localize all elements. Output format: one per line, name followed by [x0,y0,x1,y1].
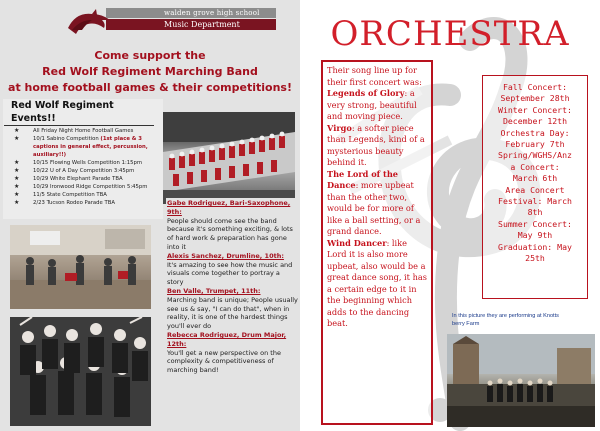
event-item: ★ All Friday Night Home Football Games [14,127,134,134]
school-name: walden grove high school [106,8,276,18]
orchestra-knotts-photo [447,334,595,427]
event-item: ★ 11/5 State Competition TBA [14,191,107,198]
date-line: 8th [527,207,543,218]
quote-block [167,252,298,287]
quote-author: Alexis Sanchez, Drumline, 10th: [167,251,284,260]
star-icon: ★ [14,127,20,134]
date-line: Fall Concert: [502,82,568,92]
quote-author: Gabe Rodriguez, Bari-Saxophone, 9th: [167,199,291,216]
band-bleachers-illustration [163,112,295,204]
event-item: ★ 10/15 Flowing Wells Competition 1:15pm [14,159,143,166]
date-line: September 28th [500,93,570,104]
star-icon: ★ [14,167,20,174]
song-name: Legends of Glory [327,88,405,98]
headline-band-name: Red Wolf Regiment Marching Band [42,65,258,78]
quote-block [167,199,298,252]
event-item: ★ 10/29 Ironwood Ridge Competition 5:45pm [14,183,148,190]
star-icon: ★ [14,159,20,166]
concert-songs-box [321,60,433,425]
headline-home-games: at home football games & their competitions! [8,81,292,94]
star-icon: ★ [14,183,20,190]
date-line: March 6th [512,173,558,184]
school-banner [66,8,290,36]
orchestra-page [300,0,600,431]
quote-text: It's amazing to see how the music and visuals come together to portray a story [167,260,293,287]
song-description: : like Lord it is also more upbeat, also would be a great dance song, it has a certain edge to it in the beginning which adds to the dancing beat. [327,237,427,328]
event-item: ★ 10/29 White Elephant Parade TBA [14,175,123,182]
department-name: Music Department [106,19,276,30]
song-name: Virgo [327,122,352,133]
quote-text: People should come see the band because it's something exciting, & lots of hard work & preparation has gone into it [167,216,293,251]
date-line: December 12th [502,116,568,127]
date-line: Graduation: May [498,241,572,252]
date-line: Summer Concert: [498,218,572,229]
date-line: February 7th [505,139,565,150]
headline-come-support: Come support the [94,49,206,62]
student-quotes [166,198,298,430]
photo-caption: In this picture they are performing at Knotts berry Farm [452,313,559,327]
date-line: Spring/WGHS/Anz [498,150,572,161]
star-icon: ★ [14,199,20,206]
song-description: : more upbeat than the other two, would be for more of like a ball setting, or a grand dance. [327,180,421,236]
band-bleachers-photo [163,112,295,204]
date-line: Festival: March [498,196,572,207]
date-line: Winter Concert: [498,104,572,115]
band-group-photo [10,317,151,426]
quote-block [167,331,298,375]
song-description: : a very strong, beautiful and moving piece. [327,88,417,121]
star-icon: ★ [14,175,20,182]
date-line: Orchestra Day: [500,127,570,138]
quote-text: Marching band is unique; People usually see us & say, "I can do that", when in reality, it is one of the hardest things you'll ever do [167,295,298,331]
quote-text: You'll get a new perspective on the complexity & competitiveness of marching band! [167,348,281,375]
band-classroom-photo [10,225,151,309]
song-name: Wind Dancer [327,237,387,248]
orchestra-performance-illustration [447,334,595,427]
events-panel [3,99,163,219]
song-description: : a softer piece than Legends, kind of a mysterious beauty behind it. [327,122,425,167]
event-item: ★ 2/23 Tucson Rodeo Parade TBA [14,199,115,206]
date-line: 25th [525,253,545,264]
orchestra-title: ORCHESTRA [330,14,570,54]
date-line: Area Concert [505,184,565,195]
songs-intro: Their song line up for their first concert was: [327,65,422,87]
star-icon: ★ [14,135,20,142]
events-list [3,127,163,207]
date-line: a Concert: [510,161,560,172]
quote-author: Ben Valle, Trumpet, 11th: [167,286,261,295]
event-item: ★ 10/1 Sabino Competition (1st place & 3 captions in general effect, percussion, auxiliary!!) [14,135,148,158]
quote-block [167,287,298,331]
events-title: Red Wolf Regiment Events!! [4,99,154,126]
group-huddle-illustration [10,317,151,426]
classroom-illustration [10,225,151,309]
concert-dates-box [482,75,588,299]
star-icon: ★ [14,191,20,198]
event-item: ★ 10/22 U of A Day Competition 3:45pm [14,167,135,174]
song-name: The Lord of the Dance [327,168,398,190]
quote-author: Rebecca Rodriguez, Drum Major, 12th: [167,330,287,348]
date-line: May 9th [517,230,553,241]
